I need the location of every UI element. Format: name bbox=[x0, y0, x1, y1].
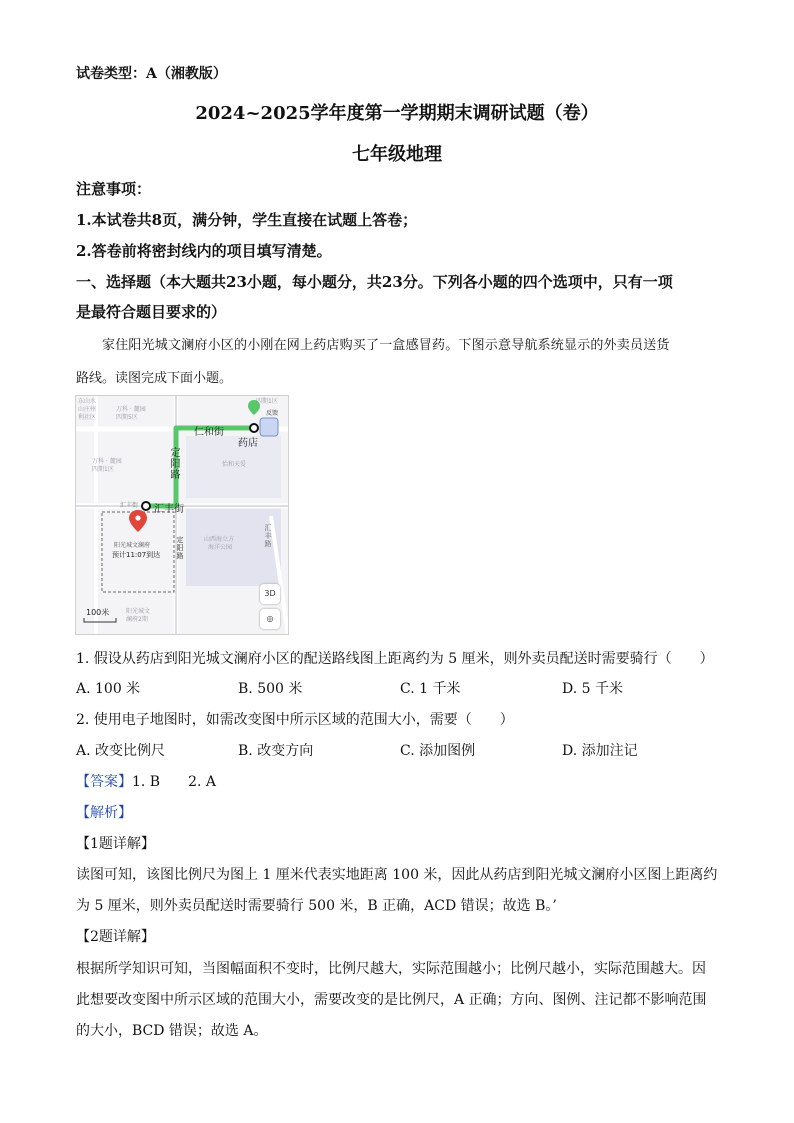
road-label-huifeng: 汇丰街 bbox=[154, 504, 184, 515]
paper-type: 试卷类型：A（湘教版） bbox=[76, 66, 227, 82]
label-yg1: 阳光城文 bbox=[126, 608, 151, 615]
answer-label: 【答案】 bbox=[76, 774, 132, 790]
q2-option-d: D. 添加注记 bbox=[562, 743, 638, 759]
destination-pin-icon bbox=[129, 510, 147, 532]
page-title: 2024~2025学年度第一学期期末调研试题（卷） bbox=[195, 103, 599, 124]
scale-bar bbox=[84, 618, 116, 622]
answer-row bbox=[76, 771, 216, 791]
label-park2: 海洋公园 bbox=[208, 544, 233, 551]
q1-analysis-line2: 为 5 厘米，则外卖员配送时需要骑行 500 米，B 正确，ACD 错误；故选 B。’ bbox=[76, 898, 557, 914]
question-2-stem: 2. 使用电子地图时，如需改变图中所示区域的范围大小，需要（ ） bbox=[76, 712, 514, 728]
road-label-huiyuan: 汇丰路 bbox=[264, 524, 272, 548]
road-label-renhe: 仁和街 bbox=[194, 427, 224, 438]
analysis-label: 【解析】 bbox=[76, 805, 132, 821]
label-tl2: 山庄州 bbox=[78, 406, 97, 413]
q1-option-d: D. 5 千米 bbox=[562, 681, 623, 697]
label-tl3: 利社区 bbox=[78, 414, 97, 421]
label-wk1b: 四期5区 bbox=[116, 414, 138, 421]
map-graphics bbox=[76, 396, 288, 634]
q1-analysis-label: 【1题详解】 bbox=[76, 836, 155, 852]
shop-point-icon bbox=[250, 424, 258, 432]
courier-avatar-icon bbox=[260, 418, 278, 436]
q2-option-b: B. 改变方向 bbox=[238, 743, 314, 759]
label-park1: 山西海立方 bbox=[204, 536, 235, 543]
page-subtitle: 七年级地理 bbox=[352, 144, 442, 165]
label-tian: 怡和天爱 bbox=[222, 461, 247, 468]
navigation-map bbox=[75, 395, 289, 635]
q2-analysis-label: 【2题详解】 bbox=[76, 929, 155, 945]
intro-line1: 家住阳光城文澜府小区的小刚在网上药店购买了一盒感冒药。下图示意导航系统显示的外卖员送货 bbox=[102, 338, 670, 353]
destination-pin-dot bbox=[135, 515, 140, 520]
label-tl1: 东山水 bbox=[78, 398, 97, 405]
q2-analysis-line3: 的大小，BCD 错误；故选 A。 bbox=[76, 1023, 268, 1039]
q1-option-b: B. 500 米 bbox=[238, 681, 303, 697]
label-destination: 阳光城文澜府 bbox=[114, 542, 151, 549]
q2-analysis-line2: 此想要改变图中所示区域的范围大小，需要改变的是比例尺，A 正确；方向、图例、注记都不影响范围 bbox=[76, 992, 707, 1008]
q1-analysis-line1: 读图可知，该图比例尺为图上 1 厘米代表实地距离 100 米，因此从药店到阳光城文澜府小区图上距离约 bbox=[76, 867, 718, 883]
section-heading-line1: 一、选择题（本大题共23小题，每小题分，共23分。下列各小题的四个选项中，只有一项 bbox=[76, 273, 673, 291]
label-eta: 预计11:07到达 bbox=[112, 551, 161, 559]
intro-line2: 路线。读图完成下面小题。 bbox=[76, 371, 233, 386]
q1-option-c: C. 1 千米 bbox=[400, 681, 461, 697]
label-report: 反馈 bbox=[266, 410, 279, 417]
notes-item-2: 2.答卷前将密封线内的项目填写清楚。 bbox=[76, 242, 332, 260]
scale-label: 100米 bbox=[86, 608, 110, 617]
q1-option-a: A. 100 米 bbox=[76, 681, 141, 697]
answer-value: 1. B 2. A bbox=[132, 774, 217, 790]
locate-icon[interactable]: ◎ bbox=[260, 609, 280, 629]
road-label-shop: 药店 bbox=[238, 438, 258, 449]
q2-analysis-line1: 根据所学知识可知，当图幅面积不变时，比例尺越大，实际范围越小；比例尺越小，实际范围越大。因 bbox=[76, 961, 706, 977]
notes-heading: 注意事项： bbox=[76, 180, 152, 198]
label-wk2b: 四期1区 bbox=[92, 466, 114, 473]
label-wk1a: 万科 · 麓园 bbox=[116, 406, 146, 413]
label-top-num: 四期1区 bbox=[256, 398, 278, 405]
road-label-huifeng-left: 汇丰街 bbox=[120, 502, 139, 509]
3d-button[interactable]: 3D bbox=[260, 584, 280, 604]
turn-point-icon bbox=[142, 502, 150, 510]
notes-item-1: 1.本试卷共8页，满分钟，学生直接在试题上答卷； bbox=[76, 211, 418, 229]
question-1-stem: 1. 假设从药店到阳光城文澜府小区的配送路线图上距离约为 5 厘米，则外卖员配送时需要骑行（ ） bbox=[76, 651, 714, 667]
road-label-dingyang2: 定阳路 bbox=[176, 536, 184, 560]
q2-option-a: A. 改变比例尺 bbox=[76, 743, 166, 759]
road-label-dingyang1: 定阳路 bbox=[170, 448, 181, 481]
section-heading-line2: 是最符合题目要求的） bbox=[76, 303, 227, 321]
label-yg2: 澜府2期 bbox=[126, 616, 148, 623]
q2-option-c: C. 添加图例 bbox=[400, 743, 476, 759]
label-wk2a: 万科 · 麓园 bbox=[92, 458, 122, 465]
